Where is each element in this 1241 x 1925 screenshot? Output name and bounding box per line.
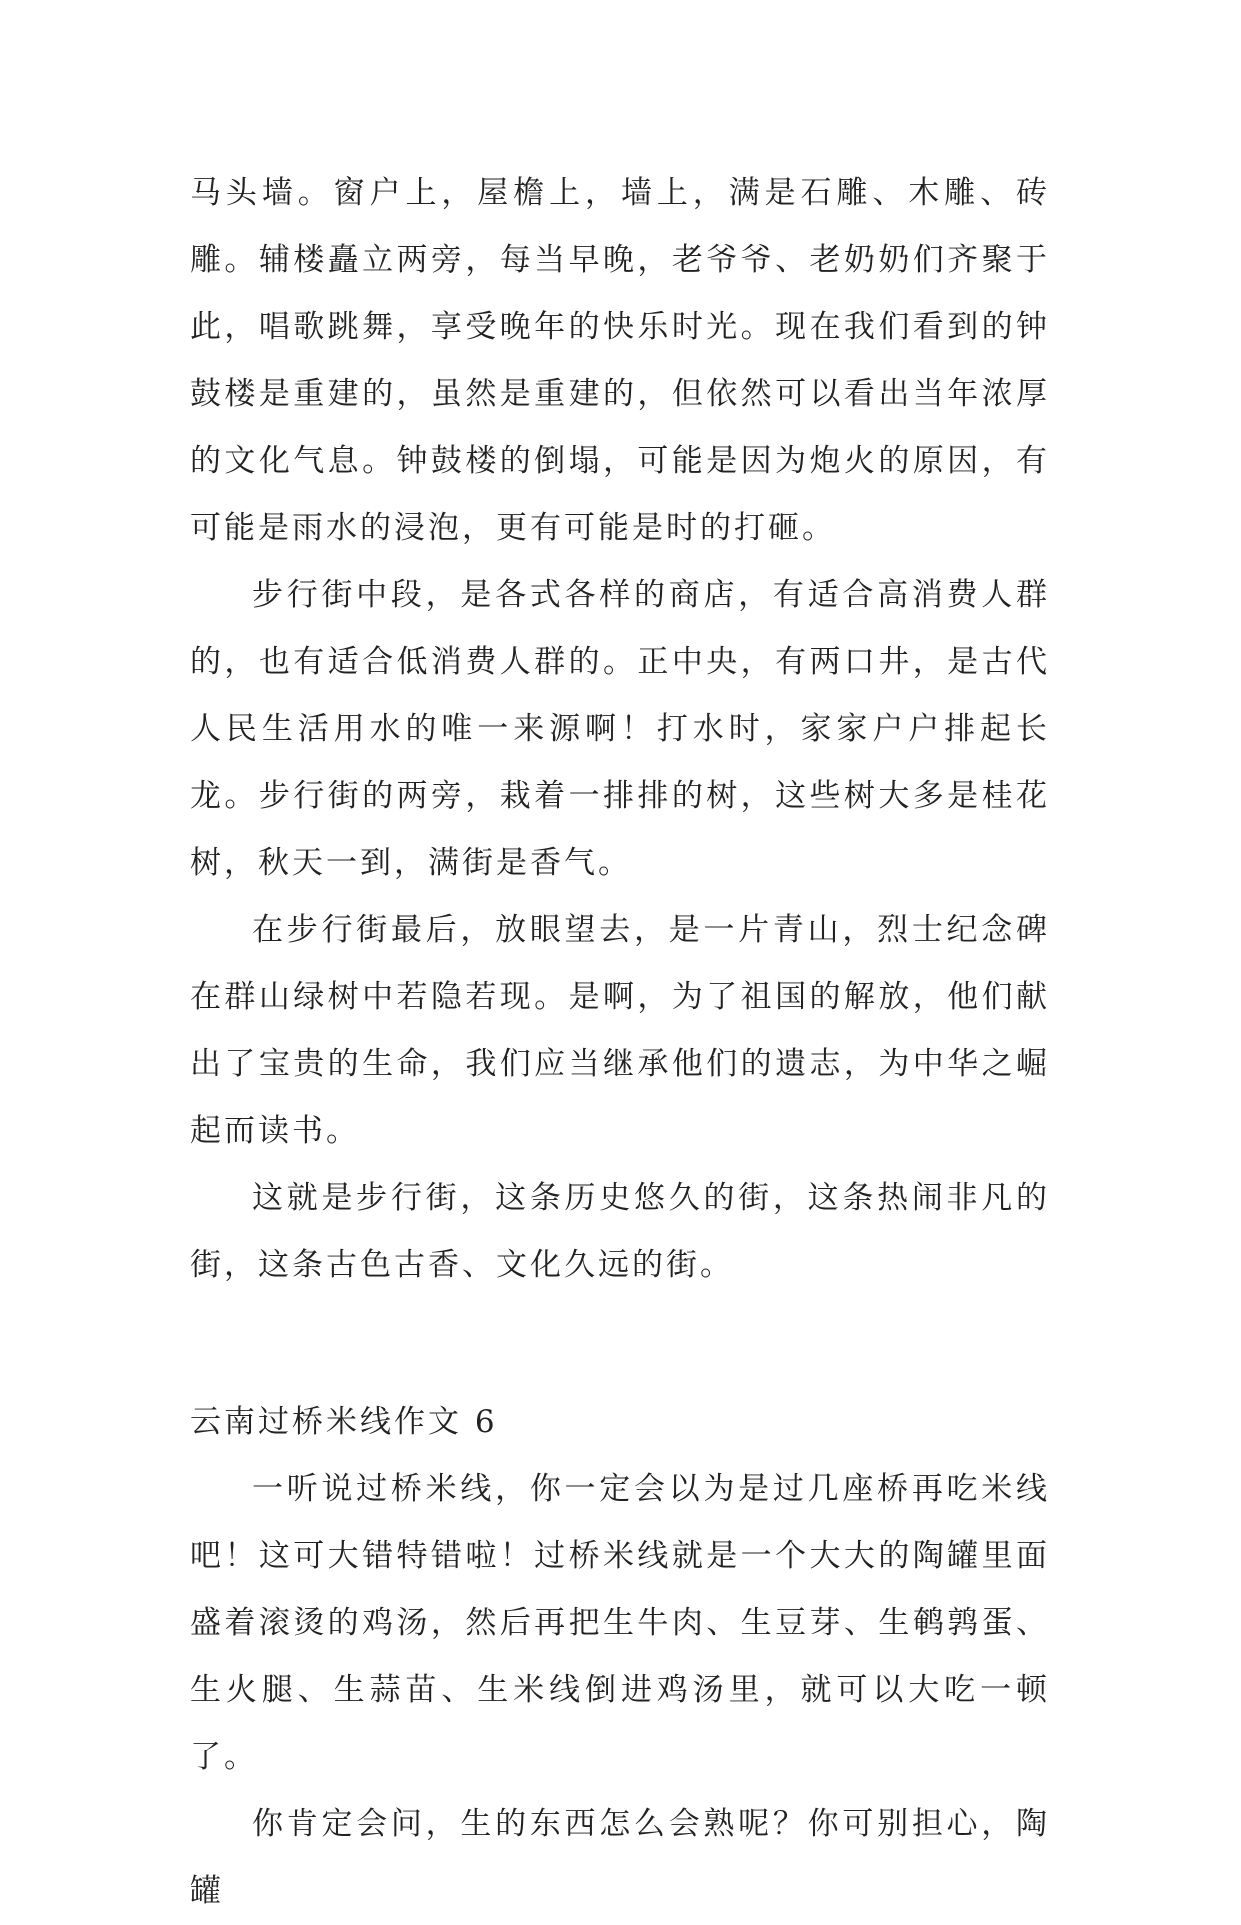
paragraph-monument: 在步行街最后，放眼望去，是一片青山，烈士纪念碑在群山绿树中若隐若现。是啊，为了祖国的解放，他们献出了宝贵的生命，我们应当继承他们的遗志，为中华之崛起而读书。 xyxy=(190,912,1050,1149)
paragraph-rice-noodle-intro: 一听说过桥米线，你一定会以为是过几座桥再吃米线吧！这可大错特错啦！过桥米线就是一个大大的陶罐里面盛着滚烫的鸡汤，然后再把生牛肉、生豆芽、生鹌鹑蛋、生火腿、生蒜苗、生米线倒进鸡汤里，就可以大吃一顿了。 xyxy=(190,1471,1050,1775)
document-body xyxy=(190,160,1050,1925)
paragraph-continued: 马头墙。窗户上，屋檐上，墙上，满是石雕、木雕、砖雕。辅楼矗立两旁，每当早晚，老爷爷、老奶奶们齐聚于此，唱歌跳舞，享受晚年的快乐时光。现在我们看到的钟鼓楼是重建的，虽然是重建的，但依然可以看出当年浓厚的文化气息。钟鼓楼的倒塌，可能是因为炮火的原因，有可能是雨水的浸泡，更有可能是时的打砸。 xyxy=(190,175,1050,546)
paragraph-rice-noodle-question: 你肯定会问，生的东西怎么会熟呢？你可别担心，陶罐 xyxy=(190,1806,1050,1909)
paragraph-conclusion: 这就是步行街，这条历史悠久的街，这条热闹非凡的街，这条古色古香、文化久远的街。 xyxy=(190,1180,1050,1283)
section-title: 云南过桥米线作文 6 xyxy=(190,1404,498,1440)
paragraph-shopping-street: 步行街中段，是各式各样的商店，有适合高消费人群的，也有适合低消费人群的。正中央，有两口井，是古代人民生活用水的唯一来源啊！打水时，家家户户排起长龙。步行街的两旁，栽着一排排的树，这些树大多是桂花树，秋天一到，满街是香气。 xyxy=(190,577,1050,881)
